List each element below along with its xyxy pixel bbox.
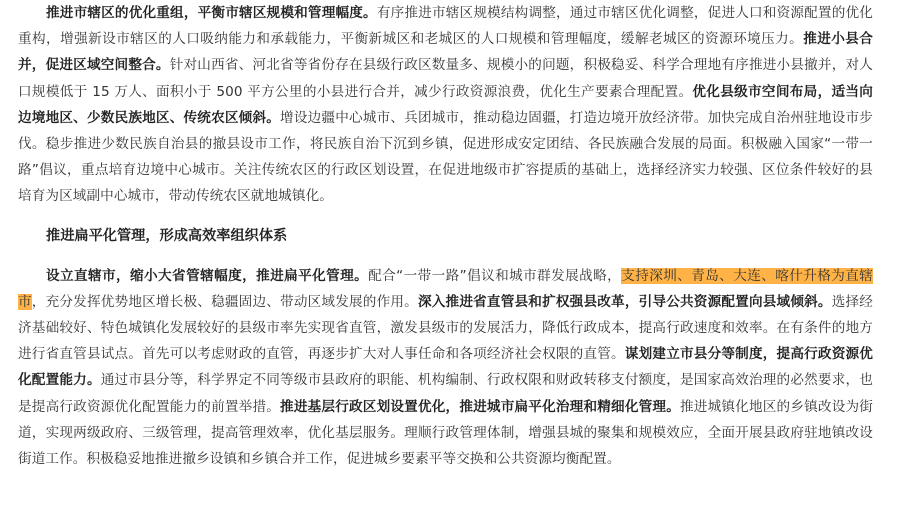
bold-phrase: 推进基层行政区划设置优化，推进城市扁平化治理和精细化管理。 — [280, 398, 681, 415]
body-text: 推进城镇化地区的乡镇改设为街道，实现两级政府、三级管理，提高管理效率，优化基层服务。理顺行政管理体制，增强县城的聚集和规模效应，全面开展县政府驻地镇改设街道工作。积极稳妥地推进撤乡设镇和乡镇合并工作，促进城乡要素平等交换和公共资源均衡配置。 — [18, 398, 873, 468]
bold-phrase: 优化县级市空间布局，适当向边境地区、少数民族地区、传统农区倾斜。 — [18, 83, 873, 126]
bold-phrase: 推进小县合并，促进区域空间整合。 — [18, 31, 873, 74]
paragraph-district-optimization — [18, 0, 873, 210]
bold-phrase: 谋划建立市县分等制度，提高行政资源优化配置能力。 — [18, 346, 873, 389]
highlighted-text[interactable]: 支持深圳、青岛、大连、喀什升格为直辖市 — [18, 267, 873, 310]
paragraph-flat-management — [18, 263, 873, 473]
body-text: 针对山西省、河北省等省份存在县级行政区数量多、规模小的问题，积极稳妥、科学合理地有序推进小县撤并，对人口规模低于 15 万人、面积小于 500 平方公里的小县进行合并，减少行政资源浪费，优化生产要素合理配置。 — [18, 57, 873, 100]
spacer — [18, 210, 873, 223]
bold-phrase: 深入推进省直管县和扩权强县改革，引导公共资源配置向县域倾斜。 — [417, 293, 832, 310]
section-heading: 推进扁平化管理，形成高效率组织体系 — [46, 227, 288, 244]
bold-phrase: 推进市辖区的优化重组，平衡市辖区规模和管理幅度。 — [46, 5, 377, 21]
document-body — [18, 0, 873, 472]
body-text: 有序推进市辖区规模结构调整，通过市辖区优化调整，促进人口和资源配置的优化重构，增强新设市辖区的人口吸纳能力和承载能力，平衡新城区和老城区的人口规模和管理幅度，缓解老城区的资源环境压力。 — [18, 5, 873, 48]
bold-phrase: 设立直辖市，缩小大省管辖幅度，推进扁平化管理。 — [46, 267, 369, 284]
body-text: ，充分发挥优势地区增长极、稳疆固边、带动区域发展的作用。 — [31, 293, 418, 310]
body-text: 增设边疆中心城市、兵团城市，推动稳边固疆，打造边境开放经济带。加快完成自治州驻地设市步伐。稳步推进少数民族自治县的撤县设市工作，将民族自治下沉到乡镇，促进形成安定团结、各民族融合发展的局面。积极融入国家“一带一路”倡议，重点培育边境中心城市。关注传统农区的行政区划设置，在促进地级市扩容提质的基础上，选择经济实力较强、区位条件较好的县培育为区域副中心城市，带动传统农区就地城镇化。 — [18, 109, 873, 205]
body-text: 配合“一带一路”倡议和城市群发展战略， — [368, 267, 622, 284]
body-text: 通过市县分等，科学界定不同等级市县政府的职能、机构编制、行政权限和财政转移支付额度，是国家高效治理的必然要求，也是提高行政资源优化配置能力的前置举措。 — [18, 372, 873, 415]
body-text: 选择经济基础较好、特色城镇化发展较好的县级市率先实现省直管，激发县级市的发展活力，降低行政成本，提高行政速度和效率。在有条件的地方进行省直管县试点。首先可以考虑财政的直管，再逐步扩大对人事任命和各项经济社会权限的直管。 — [18, 293, 873, 363]
spacer — [18, 249, 873, 263]
